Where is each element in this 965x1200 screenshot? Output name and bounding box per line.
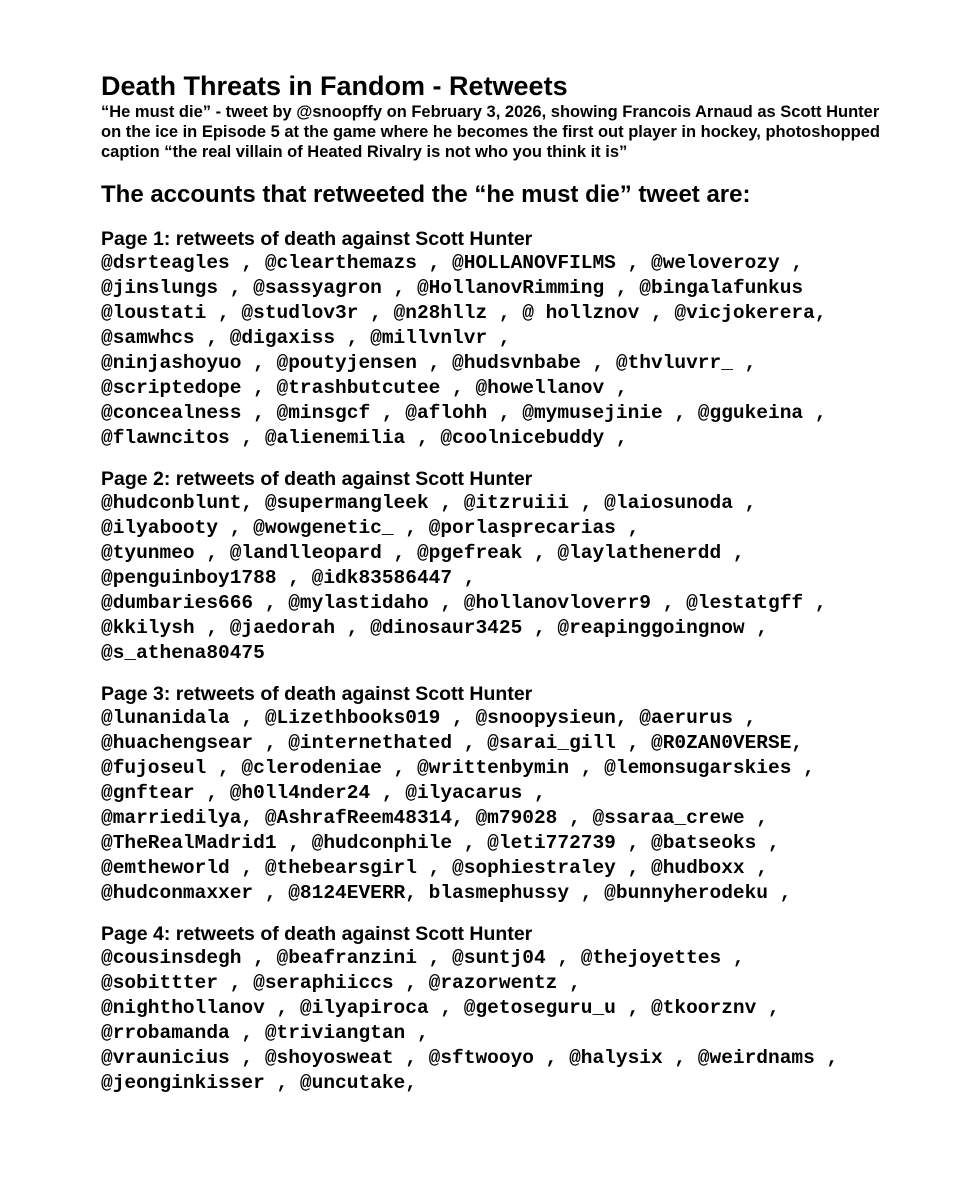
handle-line: @marriedilya, @AshrafReem48314, @m79028 , @ssaraa_crewe , — [101, 807, 769, 829]
handle-line: @dsrteagles , @clearthemazs , @HOLLANOVFILMS , @weloverozy , — [101, 252, 804, 274]
handle-line: @ilyabooty , @wowgenetic_ , @porlasprecarias , — [101, 517, 640, 539]
handle-line: @nighthollanov , @ilyapiroca , @getoseguru_u , @tkoorznv , — [101, 997, 780, 1019]
section-heading: Page 1: retweets of death against Scott Hunter — [101, 228, 533, 250]
handle-line: @hudconmaxxer , @8124EVERR, blasmephussy , @bunnyherodeku , — [101, 882, 792, 904]
section-page-4 — [101, 922, 941, 1096]
handle-line: @emtheworld , @thebearsgirl , @sophiestraley , @hudboxx , — [101, 857, 769, 879]
handle-line: @tyunmeo , @landlleopard , @pgefreak , @laylathenerdd , — [101, 542, 745, 564]
document-title: Death Threats in Fandom - Retweets — [101, 71, 568, 101]
handle-line: @TheRealMadrid1 , @hudconphile , @leti772739 , @batseoks , — [101, 832, 780, 854]
handle-line: @fujoseul , @clerodeniae , @writtenbymin , @lemonsugarskies , — [101, 757, 815, 779]
handle-list — [101, 491, 941, 666]
handle-line: @hudconblunt, @supermangleek , @itzruiii , @laiosunoda , — [101, 492, 757, 514]
section-page-3 — [101, 682, 941, 906]
handle-line: @rrobamanda , @triviangtan , — [101, 1022, 429, 1044]
handle-line: @dumbaries666 , @mylastidaho , @hollanovloverr9 , @lestatgff , — [101, 592, 827, 614]
handle-line: @penguinboy1788 , @idk83586447 , — [101, 567, 476, 589]
handle-list — [101, 251, 941, 451]
handle-line: @kkilysh , @jaedorah , @dinosaur3425 , @reapinggoingnow , — [101, 617, 769, 639]
document — [101, 70, 941, 1096]
lead-heading: The accounts that retweeted the “he must die” tweet are: — [101, 181, 751, 208]
handle-line: @vraunicius , @shoyosweat , @sftwooyo , @halysix , @weirdnams , — [101, 1047, 839, 1069]
section-page-2 — [101, 467, 941, 666]
section-page-1 — [101, 227, 941, 451]
handle-line: @flawncitos , @alienemilia , @coolnicebuddy , — [101, 427, 628, 449]
handle-line: @concealness , @minsgcf , @aflohh , @mymusejinie , @ggukeina , — [101, 402, 827, 424]
handle-line: @scriptedope , @trashbutcutee , @howellanov , — [101, 377, 628, 399]
handle-line: @jinslungs , @sassyagron , @HollanovRimming , @bingalafunkus — [101, 277, 804, 299]
handle-line: @samwhcs , @digaxiss , @millvnlvr , — [101, 327, 511, 349]
handle-list — [101, 946, 941, 1096]
handle-line: @loustati , @studlov3r , @n28hllz , @ hollznov , @vicjokerera, — [101, 302, 827, 324]
handle-line: @ninjashoyuo , @poutyjensen , @hudsvnbabe , @thvluvrr_ , — [101, 352, 757, 374]
section-heading: Page 2: retweets of death against Scott Hunter — [101, 468, 533, 490]
handle-line: @gnftear , @h0ll4nder24 , @ilyacarus , — [101, 782, 546, 804]
handle-line: @s_athena80475 — [101, 642, 265, 664]
document-subtitle: “He must die” - tweet by @snoopffy on February 3, 2026, showing Francois Arnaud as Scott Hunter on the ice in Episode 5 at the game where he becomes the first out player in hockey, photoshopped caption “the real villain of Heated Rivalry is not who you think it is” — [101, 103, 881, 161]
handle-line: @cousinsdegh , @beafranzini , @suntj04 , @thejoyettes , — [101, 947, 745, 969]
section-heading: Page 4: retweets of death against Scott Hunter — [101, 923, 533, 945]
handle-list — [101, 706, 941, 906]
handle-line: @sobittter , @seraphiiccs , @razorwentz , — [101, 972, 581, 994]
section-heading: Page 3: retweets of death against Scott Hunter — [101, 683, 533, 705]
handle-line: @lunanidala , @Lizethbooks019 , @snoopysieun, @aerurus , — [101, 707, 757, 729]
handle-line: @huachengsear , @internethated , @sarai_gill , @R0ZAN0VERSE, — [101, 732, 804, 754]
handle-line: @jeonginkisser , @uncutake, — [101, 1072, 417, 1094]
